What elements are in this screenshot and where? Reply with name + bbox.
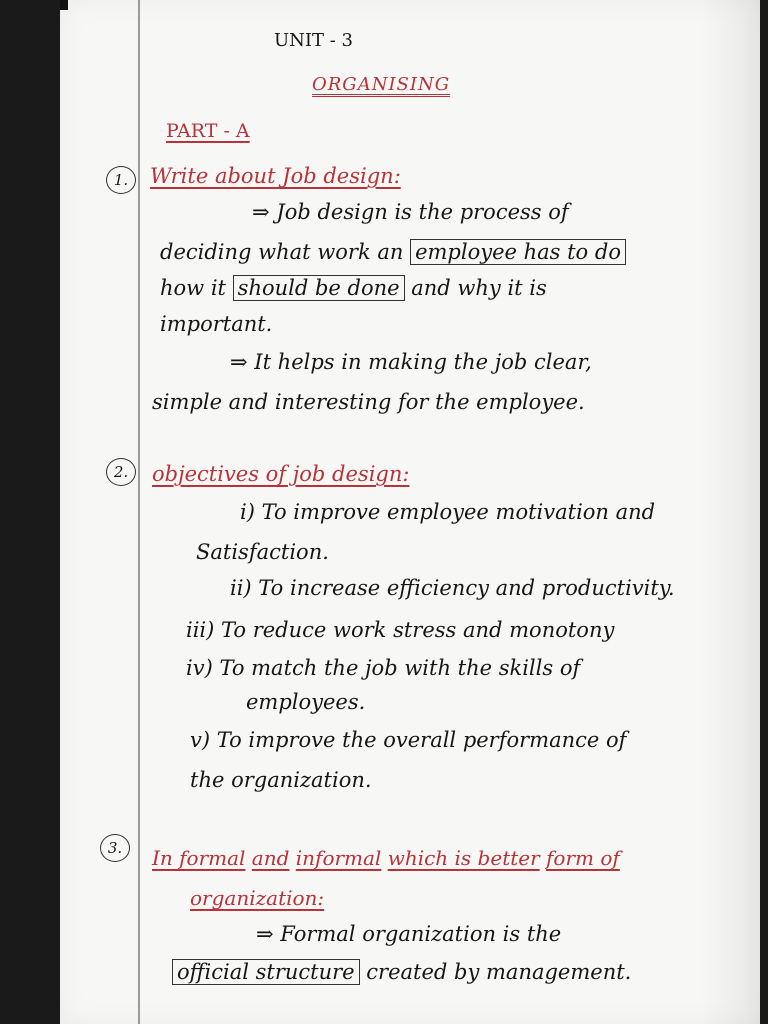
unit-title: UNIT - 3 [274,30,354,51]
q3-line-2-text: created by management. [366,960,632,984]
q3-heading-formof: form of [546,846,620,870]
q2-line-7: v) To improve the overall performance of [190,728,627,752]
question-2-number [106,458,136,486]
page-edge-shadow [60,0,68,10]
q1-line-2-text: deciding what work an [160,240,404,264]
q3-official-box: official structure [172,959,360,985]
q1-line-2 [160,240,626,264]
q3-line-1: ⇒ Formal organization is the [256,922,562,946]
q2-line-1: i) To improve employee motivation and [240,500,656,524]
q1-done-box: should be done [233,275,405,301]
q2-line-3: ii) To increase efficiency and productivity. [230,576,675,600]
question-1-heading: Write about Job design: [150,164,401,188]
q2-line-2: Satisfaction. [196,540,329,564]
part-label: PART - A [166,120,250,142]
q1-line-3a: how it [160,276,226,300]
q1-line-4: important. [160,312,273,336]
q3-heading-and: and [251,846,290,870]
q1-line-6: simple and interesting for the employee. [152,390,585,414]
q1-line-3 [160,276,547,300]
question-3-heading-cont: organization: [190,886,325,910]
q1-line-1: ⇒ Job design is the process of [252,200,569,224]
q3-line-2 [172,960,631,984]
q3-heading-formal: In formal [152,846,246,870]
question-1-number-text: 1. [113,171,129,189]
margin-line [138,0,140,1024]
question-3-number-text: 3. [107,839,123,857]
q3-heading-informal: informal [295,846,382,870]
q3-heading-better: which is better [387,846,540,870]
q2-line-8: the organization. [190,768,372,792]
q1-line-5: ⇒ It helps in making the job clear, [230,350,592,374]
q1-line-3c: and why it is [411,276,547,300]
q1-employee-box: employee has to do [410,239,626,265]
question-2-number-text: 2. [113,463,129,481]
q2-line-4: iii) To reduce work stress and monotony [186,618,615,642]
q2-line-5: iv) To match the job with the skills of [186,656,581,680]
chapter-title: ORGANISING [312,74,451,95]
question-1-number [106,166,136,194]
q2-line-6: employees. [246,690,366,714]
question-3-heading [152,846,620,870]
question-3-number [100,834,130,862]
question-2-heading: objectives of job design: [152,462,410,486]
